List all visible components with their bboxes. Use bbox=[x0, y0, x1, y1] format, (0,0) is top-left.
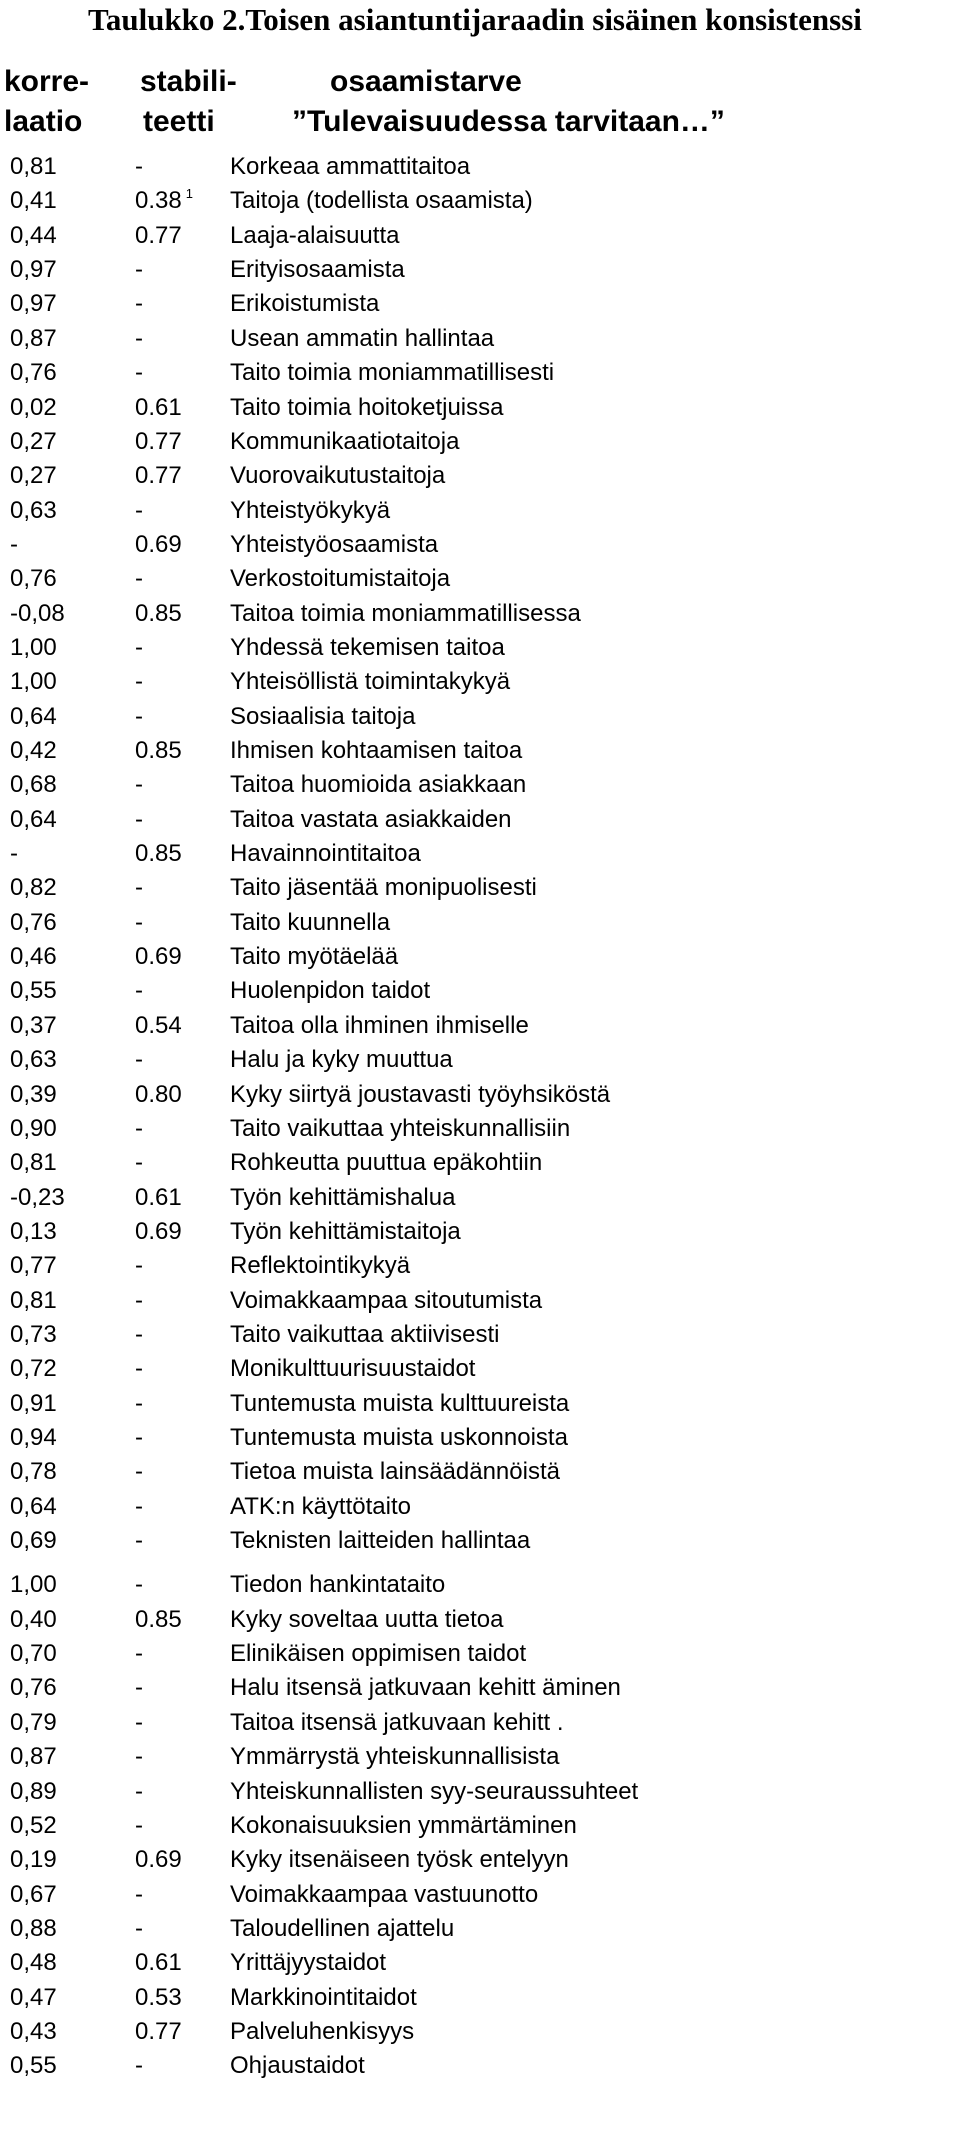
stability-value: - bbox=[135, 1046, 143, 1074]
table-row bbox=[0, 666, 960, 698]
competence-need-cell: Sosiaalisia taitoja bbox=[230, 702, 416, 730]
stability-cell bbox=[135, 254, 143, 286]
table-row bbox=[0, 1113, 960, 1145]
stability-cell bbox=[135, 1250, 143, 1282]
competence-need-cell: Ymmärrystä yhteiskunnallisista bbox=[230, 1743, 560, 1771]
stability-cell bbox=[135, 1456, 143, 1488]
competence-need-cell: Ihmisen kohtaamisen taitoa bbox=[230, 737, 523, 764]
stability-cell bbox=[135, 392, 182, 424]
competence-need-cell: Kokonaisuuksien ymmärtäminen bbox=[230, 1811, 577, 1839]
stability-value: - bbox=[135, 1114, 143, 1142]
stability-cell bbox=[135, 2016, 182, 2048]
table-row bbox=[0, 975, 960, 1007]
correlation-cell: 0,77 bbox=[10, 1252, 57, 1280]
stability-value: - bbox=[135, 1492, 143, 1520]
table-row bbox=[0, 1913, 960, 1945]
correlation-cell: 0,76 bbox=[10, 1674, 57, 1702]
correlation-cell: 0,19 bbox=[10, 1846, 57, 1874]
stability-cell bbox=[135, 151, 143, 183]
stability-value: 0.61 bbox=[135, 1183, 182, 1211]
competence-need-cell: Korkeaa ammattitaitoa bbox=[230, 153, 471, 180]
stability-value: - bbox=[135, 874, 143, 902]
stability-cell bbox=[135, 941, 182, 973]
header-need-line1: osaamistarve bbox=[330, 65, 522, 98]
competence-need-cell: Taito toimia hoitoketjuissa bbox=[230, 393, 504, 421]
correlation-cell: 0,97 bbox=[10, 256, 57, 284]
stability-value: 0.85 bbox=[135, 1605, 182, 1633]
stability-cell bbox=[135, 1707, 143, 1739]
stability-cell bbox=[135, 1947, 182, 1979]
stability-cell bbox=[135, 735, 182, 767]
table-row bbox=[0, 151, 960, 183]
stability-value: 0.69 bbox=[135, 1217, 182, 1245]
stability-cell bbox=[135, 1672, 143, 1704]
stability-value: 0.69 bbox=[135, 943, 182, 971]
table-row bbox=[0, 872, 960, 904]
correlation-cell: 0,48 bbox=[10, 1949, 57, 1977]
stability-value: - bbox=[135, 290, 143, 318]
stability-value: 0.77 bbox=[135, 2017, 182, 2045]
correlation-cell: 1,00 bbox=[10, 1571, 57, 1599]
stability-value: 0.61 bbox=[135, 393, 182, 421]
stability-cell bbox=[135, 838, 182, 870]
stability-value: - bbox=[135, 1914, 143, 1942]
stability-cell bbox=[135, 1216, 182, 1248]
correlation-cell: 0,27 bbox=[10, 462, 57, 490]
correlation-cell: 0,64 bbox=[10, 1492, 57, 1520]
correlation-cell: 0,73 bbox=[10, 1320, 57, 1348]
header-correlation-line2: laatio bbox=[4, 105, 83, 138]
table-row bbox=[0, 1741, 960, 1773]
competence-need-cell: Työn kehittämishalua bbox=[230, 1183, 456, 1211]
stability-cell bbox=[135, 1182, 182, 1214]
table-row bbox=[0, 529, 960, 561]
stability-cell bbox=[135, 288, 143, 320]
competence-need-cell: Rohkeutta puuttua epäkohtiin bbox=[230, 1149, 543, 1177]
stability-cell bbox=[135, 1113, 143, 1145]
correlation-cell: 0,52 bbox=[10, 1811, 57, 1839]
correlation-cell: 0,55 bbox=[10, 977, 57, 1005]
correlation-cell: 0,55 bbox=[10, 2052, 57, 2080]
stability-cell bbox=[135, 1285, 143, 1317]
competence-need-cell: Taito toimia moniammatillisesti bbox=[230, 359, 555, 387]
stability-cell bbox=[135, 1388, 143, 1420]
stability-value: - bbox=[135, 1320, 143, 1348]
table-row bbox=[0, 1947, 960, 1979]
stability-cell bbox=[135, 1422, 143, 1454]
table-row bbox=[0, 735, 960, 767]
stability-cell bbox=[135, 769, 143, 801]
stability-cell bbox=[135, 666, 143, 698]
table-row bbox=[0, 220, 960, 252]
correlation-cell: 0,97 bbox=[10, 290, 57, 318]
competence-need-cell: Usean ammatin hallintaa bbox=[230, 324, 495, 352]
stability-value: 0.77 bbox=[135, 221, 182, 249]
correlation-cell: 0,90 bbox=[10, 1114, 57, 1142]
table-row bbox=[0, 941, 960, 973]
correlation-cell: 0,82 bbox=[10, 874, 57, 902]
stability-value: - bbox=[135, 1527, 143, 1554]
correlation-cell: -0,08 bbox=[10, 599, 65, 627]
stability-value: 0.85 bbox=[135, 840, 182, 867]
stability-cell bbox=[135, 1741, 143, 1773]
stability-value: 0.80 bbox=[135, 1080, 182, 1108]
footnote-marker: 1 bbox=[185, 186, 193, 202]
table-row bbox=[0, 2050, 960, 2082]
table-title: Taulukko 2.Toisen asiantuntijaraadin sisäinen konsistenssi bbox=[88, 2, 862, 37]
correlation-cell: 0,41 bbox=[10, 187, 57, 215]
stability-value: - bbox=[135, 1424, 143, 1451]
stability-cell bbox=[135, 2050, 143, 2082]
competence-need-cell: Erikoistumista bbox=[230, 290, 380, 318]
correlation-cell: 0,81 bbox=[10, 1286, 57, 1314]
stability-value: 0.69 bbox=[135, 1846, 182, 1874]
stability-value: - bbox=[135, 1571, 143, 1599]
table-row bbox=[0, 1569, 960, 1601]
stability-value: 0.53 bbox=[135, 1983, 182, 2011]
stability-value: - bbox=[135, 153, 143, 180]
table-row bbox=[0, 1638, 960, 1670]
table-row bbox=[0, 1604, 960, 1636]
table-row bbox=[0, 1079, 960, 1111]
stability-cell bbox=[135, 598, 182, 630]
competence-need-cell: Yrittäjyystaidot bbox=[230, 1949, 387, 1977]
correlation-cell: 0,02 bbox=[10, 393, 57, 421]
table-row bbox=[0, 1982, 960, 2014]
correlation-cell: 0,63 bbox=[10, 1046, 57, 1074]
competence-need-cell: Palveluhenkisyys bbox=[230, 2017, 415, 2045]
table-row bbox=[0, 1250, 960, 1282]
table-row bbox=[0, 1285, 960, 1317]
stability-cell bbox=[135, 426, 182, 458]
stability-cell bbox=[135, 975, 143, 1007]
competence-need-cell: Huolenpidon taidot bbox=[230, 977, 431, 1005]
table-row bbox=[0, 1456, 960, 1488]
stability-cell bbox=[135, 907, 143, 939]
table-row bbox=[0, 1353, 960, 1385]
stability-value: - bbox=[135, 324, 143, 352]
table-row bbox=[0, 323, 960, 355]
table-row bbox=[0, 1182, 960, 1214]
competence-need-cell: Ohjaustaidot bbox=[230, 2052, 365, 2080]
correlation-cell: -0,23 bbox=[10, 1183, 65, 1211]
correlation-cell: - bbox=[10, 840, 18, 867]
correlation-cell: 0,81 bbox=[10, 153, 57, 180]
competence-need-cell: Tiedon hankintataito bbox=[230, 1571, 446, 1599]
table-row bbox=[0, 1525, 960, 1557]
stability-value: - bbox=[135, 771, 143, 799]
table-row bbox=[0, 185, 960, 217]
stability-cell bbox=[135, 1569, 143, 1601]
table-row bbox=[0, 1044, 960, 1076]
table-row bbox=[0, 392, 960, 424]
stability-cell bbox=[135, 495, 143, 527]
stability-cell bbox=[135, 185, 193, 217]
competence-need-cell: Teknisten laitteiden hallintaa bbox=[230, 1527, 531, 1554]
header-stability-line2: teetti bbox=[143, 105, 215, 138]
correlation-cell: 0,44 bbox=[10, 221, 57, 249]
stability-cell bbox=[135, 1079, 182, 1111]
stability-cell bbox=[135, 529, 182, 561]
stability-value: - bbox=[135, 1777, 143, 1805]
table-row bbox=[0, 804, 960, 836]
table-row bbox=[0, 426, 960, 458]
table-row bbox=[0, 907, 960, 939]
competence-need-cell: Tuntemusta muista uskonnoista bbox=[230, 1424, 568, 1451]
correlation-cell: 0,88 bbox=[10, 1914, 57, 1942]
correlation-cell: 0,76 bbox=[10, 908, 57, 936]
competence-need-cell: Taitoa itsensä jatkuvaan kehitt . bbox=[230, 1708, 564, 1736]
stability-value: - bbox=[135, 1286, 143, 1314]
competence-need-cell: Laaja-alaisuutta bbox=[230, 221, 400, 249]
stability-cell bbox=[135, 632, 143, 664]
table-row bbox=[0, 598, 960, 630]
stability-cell bbox=[135, 1776, 143, 1808]
competence-need-cell: Vuorovaikutustaitoja bbox=[230, 462, 446, 490]
stability-value: - bbox=[135, 2052, 143, 2080]
competence-need-cell: Tietoa muista lainsäädännöistä bbox=[230, 1458, 560, 1486]
stability-cell bbox=[135, 1010, 182, 1042]
correlation-cell: 0,72 bbox=[10, 1355, 57, 1383]
stability-value: - bbox=[135, 1389, 143, 1417]
competence-need-cell: Halu ja kyky muuttua bbox=[230, 1046, 453, 1074]
competence-need-cell: Taitoa olla ihminen ihmiselle bbox=[230, 1011, 529, 1039]
correlation-cell: 0,81 bbox=[10, 1149, 57, 1177]
stability-value: - bbox=[135, 1880, 143, 1908]
correlation-cell: 0,13 bbox=[10, 1217, 57, 1245]
table-row bbox=[0, 838, 960, 870]
stability-value: - bbox=[135, 668, 143, 696]
correlation-cell: 0,70 bbox=[10, 1640, 57, 1667]
correlation-cell: 0,43 bbox=[10, 2017, 57, 2045]
correlation-cell: 0,76 bbox=[10, 359, 57, 387]
table-row bbox=[0, 1810, 960, 1842]
table-row bbox=[0, 1672, 960, 1704]
correlation-cell: 0,89 bbox=[10, 1777, 57, 1805]
correlation-cell: 0,79 bbox=[10, 1708, 57, 1736]
correlation-cell: 0,47 bbox=[10, 1983, 57, 2011]
stability-cell bbox=[135, 1844, 182, 1876]
stability-cell bbox=[135, 1810, 143, 1842]
stability-cell bbox=[135, 1147, 143, 1179]
competence-need-cell: Yhdessä tekemisen taitoa bbox=[230, 633, 505, 661]
stability-cell bbox=[135, 1879, 143, 1911]
correlation-cell: 0,37 bbox=[10, 1011, 57, 1039]
table-row bbox=[0, 1844, 960, 1876]
correlation-cell: 0,67 bbox=[10, 1880, 57, 1908]
table-row bbox=[0, 1147, 960, 1179]
table-row bbox=[0, 460, 960, 492]
correlation-cell: 0,69 bbox=[10, 1527, 57, 1554]
correlation-cell: 0,64 bbox=[10, 702, 57, 730]
stability-cell bbox=[135, 1913, 143, 1945]
stability-value: - bbox=[135, 1355, 143, 1383]
table-row bbox=[0, 1319, 960, 1351]
stability-value: - bbox=[135, 256, 143, 284]
stability-cell bbox=[135, 220, 182, 252]
stability-value: - bbox=[135, 1674, 143, 1702]
correlation-cell: 0,87 bbox=[10, 1743, 57, 1771]
correlation-cell: 0,94 bbox=[10, 1424, 57, 1451]
stability-cell bbox=[135, 323, 143, 355]
correlation-cell: - bbox=[10, 530, 18, 558]
stability-value: - bbox=[135, 977, 143, 1005]
stability-cell bbox=[135, 804, 143, 836]
table-row bbox=[0, 701, 960, 733]
competence-need-cell: Taito vaikuttaa aktiivisesti bbox=[230, 1320, 500, 1348]
stability-cell bbox=[135, 357, 143, 389]
competence-need-cell: Havainnointitaitoa bbox=[230, 840, 421, 867]
correlation-cell: 1,00 bbox=[10, 633, 57, 661]
competence-need-cell: Yhteistyökykyä bbox=[230, 496, 391, 524]
competence-need-cell: Voimakkaampaa sitoutumista bbox=[230, 1286, 543, 1314]
correlation-cell: 0,63 bbox=[10, 496, 57, 524]
stability-value: - bbox=[135, 1743, 143, 1771]
correlation-cell: 1,00 bbox=[10, 668, 57, 696]
stability-value: - bbox=[135, 565, 143, 593]
correlation-cell: 0,39 bbox=[10, 1080, 57, 1108]
stability-cell bbox=[135, 872, 143, 904]
competence-need-cell: Taitoa huomioida asiakkaan bbox=[230, 771, 527, 799]
correlation-cell: 0,91 bbox=[10, 1389, 57, 1417]
stability-value: - bbox=[135, 1811, 143, 1839]
table-row bbox=[0, 288, 960, 320]
competence-need-cell: Markkinointitaidot bbox=[230, 1983, 417, 2011]
table-row bbox=[0, 769, 960, 801]
stability-value: 0.69 bbox=[135, 530, 182, 558]
competence-need-cell: ATK:n käyttötaito bbox=[230, 1492, 411, 1520]
table-row bbox=[0, 1422, 960, 1454]
competence-need-cell: Kyky siirtyä joustavasti työyhsiköstä bbox=[230, 1080, 611, 1108]
competence-need-cell: Työn kehittämistaitoja bbox=[230, 1217, 461, 1245]
table-row bbox=[0, 254, 960, 286]
correlation-cell: 0,78 bbox=[10, 1458, 57, 1486]
stability-value: 0.85 bbox=[135, 737, 182, 764]
stability-cell bbox=[135, 460, 182, 492]
competence-need-cell: Reflektointikykyä bbox=[230, 1252, 411, 1280]
table-row bbox=[0, 1707, 960, 1739]
header-stability-line1: stabili- bbox=[140, 65, 237, 98]
stability-value: - bbox=[135, 805, 143, 833]
header-need-line2: ”Tulevaisuudessa tarvitaan…” bbox=[292, 105, 725, 138]
stability-cell bbox=[135, 563, 143, 595]
correlation-cell: 0,87 bbox=[10, 324, 57, 352]
correlation-cell: 0,68 bbox=[10, 771, 57, 799]
competence-need-cell: Taito kuunnella bbox=[230, 908, 391, 936]
stability-cell bbox=[135, 1319, 143, 1351]
correlation-cell: 0,40 bbox=[10, 1605, 57, 1633]
competence-need-cell: Taito vaikuttaa yhteiskunnallisiin bbox=[230, 1114, 571, 1142]
table-row bbox=[0, 495, 960, 527]
competence-need-cell: Yhteistyöosaamista bbox=[230, 530, 439, 558]
competence-need-cell: Tuntemusta muista kulttuureista bbox=[230, 1389, 570, 1417]
competence-need-cell: Kommunikaatiotaitoja bbox=[230, 427, 460, 455]
competence-need-cell: Erityisosaamista bbox=[230, 256, 405, 284]
header-correlation-line1: korre- bbox=[4, 65, 90, 98]
stability-value: 0.54 bbox=[135, 1011, 182, 1039]
stability-cell bbox=[135, 1044, 143, 1076]
table-row bbox=[0, 2016, 960, 2048]
table-row bbox=[0, 1216, 960, 1248]
stability-value: - bbox=[135, 908, 143, 936]
table-row bbox=[0, 1010, 960, 1042]
competence-need-cell: Yhteisöllistä toimintakykyä bbox=[230, 668, 511, 696]
competence-need-cell: Taitoja (todellista osaamista) bbox=[230, 187, 533, 215]
stability-value: - bbox=[135, 1458, 143, 1486]
stability-value: 0.61 bbox=[135, 1949, 182, 1977]
table-row bbox=[0, 1491, 960, 1523]
stability-cell bbox=[135, 1982, 182, 2014]
competence-need-cell: Monikulttuurisuustaidot bbox=[230, 1355, 476, 1383]
correlation-cell: 0,46 bbox=[10, 943, 57, 971]
stability-cell bbox=[135, 1491, 143, 1523]
competence-need-cell: Taitoa toimia moniammatillisessa bbox=[230, 599, 581, 627]
table-row bbox=[0, 1879, 960, 1911]
competence-need-cell: Taito jäsentää monipuolisesti bbox=[230, 874, 537, 902]
stability-value: 0.77 bbox=[135, 427, 182, 455]
stability-value: - bbox=[135, 1252, 143, 1280]
stability-value: - bbox=[135, 1708, 143, 1736]
stability-cell bbox=[135, 701, 143, 733]
table-row bbox=[0, 1776, 960, 1808]
correlation-cell: 0,27 bbox=[10, 427, 57, 455]
stability-value: - bbox=[135, 359, 143, 387]
stability-value: 0.38 bbox=[135, 187, 182, 215]
table-row bbox=[0, 563, 960, 595]
stability-value: - bbox=[135, 1640, 143, 1667]
stability-value: 0.85 bbox=[135, 599, 182, 627]
competence-need-cell: Yhteiskunnallisten syy-seuraussuhteet bbox=[230, 1777, 639, 1805]
stability-cell bbox=[135, 1353, 143, 1385]
competence-need-cell: Kyky soveltaa uutta tietoa bbox=[230, 1605, 504, 1633]
competence-need-cell: Voimakkaampaa vastuunotto bbox=[230, 1880, 539, 1908]
competence-need-cell: Elinikäisen oppimisen taidot bbox=[230, 1640, 527, 1667]
competence-need-cell: Kyky itsenäiseen työsk entelyyn bbox=[230, 1846, 569, 1874]
stability-value: - bbox=[135, 702, 143, 730]
stability-cell bbox=[135, 1604, 182, 1636]
competence-need-cell: Taloudellinen ajattelu bbox=[230, 1914, 455, 1942]
table-row bbox=[0, 632, 960, 664]
stability-value: - bbox=[135, 633, 143, 661]
stability-value: - bbox=[135, 1149, 143, 1177]
correlation-cell: 0,64 bbox=[10, 805, 57, 833]
stability-value: - bbox=[135, 496, 143, 524]
table-row bbox=[0, 357, 960, 389]
competence-need-cell: Taitoa vastata asiakkaiden bbox=[230, 805, 512, 833]
competence-need-cell: Taito myötäelää bbox=[230, 943, 399, 971]
competence-need-cell: Verkostoitumistaitoja bbox=[230, 565, 451, 593]
stability-cell bbox=[135, 1525, 143, 1557]
correlation-cell: 0,76 bbox=[10, 565, 57, 593]
stability-cell bbox=[135, 1638, 143, 1670]
correlation-cell: 0,42 bbox=[10, 737, 57, 764]
competence-need-cell: Halu itsensä jatkuvaan kehitt äminen bbox=[230, 1674, 621, 1702]
table-row bbox=[0, 1388, 960, 1420]
stability-value: 0.77 bbox=[135, 462, 182, 490]
